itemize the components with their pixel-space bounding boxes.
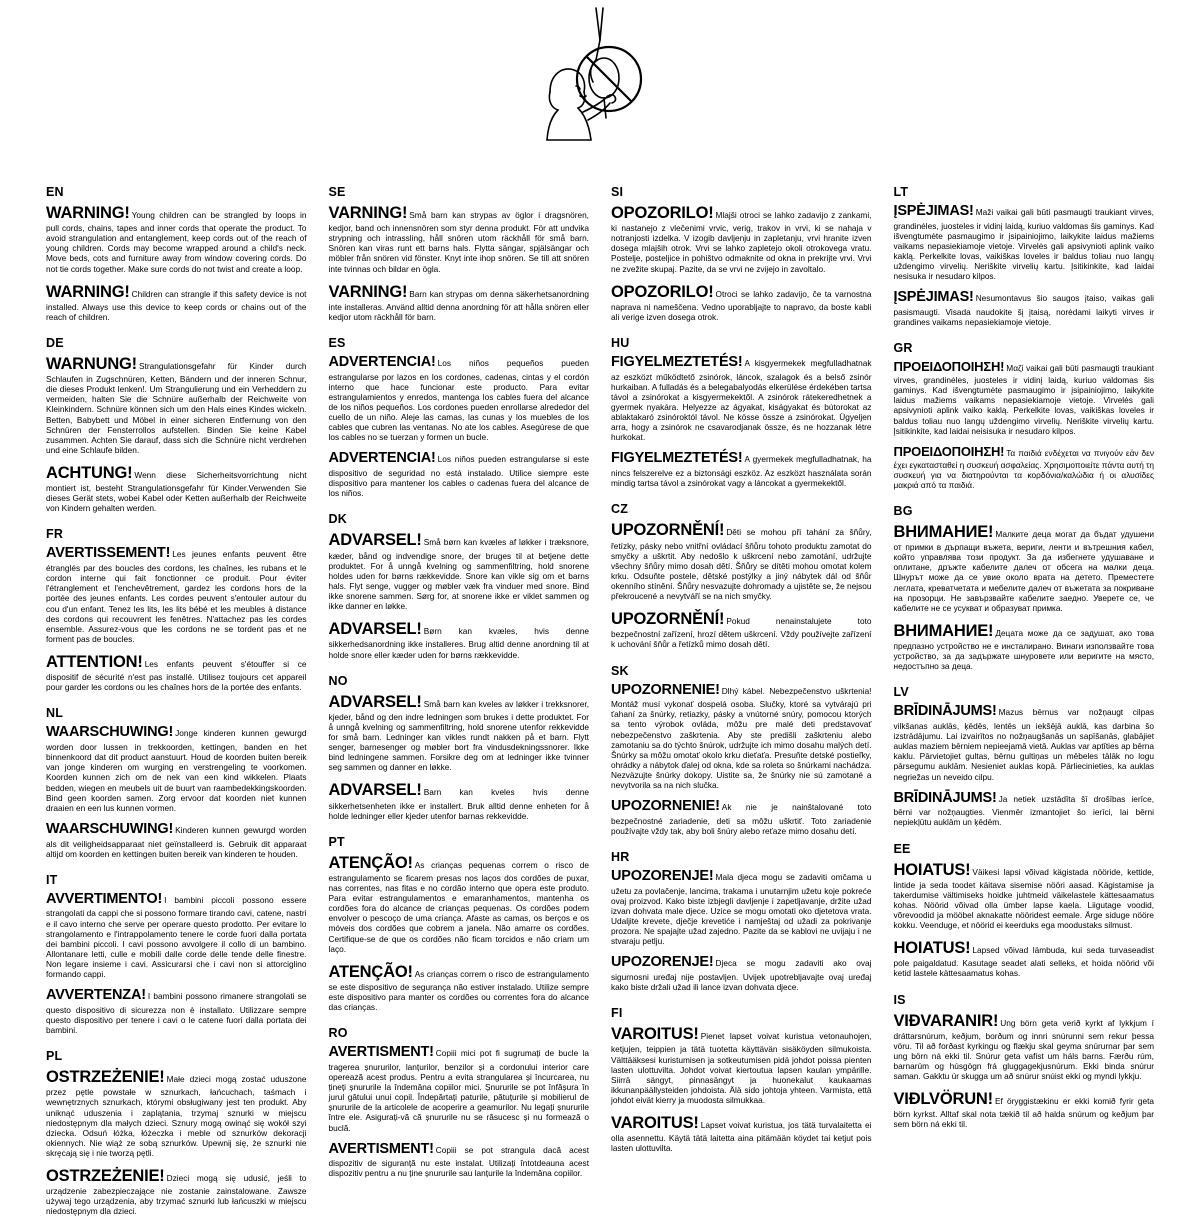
lang-code: SI	[611, 185, 624, 199]
warning-text: Små barn kan strypas av öglor i dragsnören, kedjor, band och innensnören som styr denna produkt. För att undvika strypning och intrassling, håll snören utom räckhåll för små barn. Snören kan viras runt ett barns hals. Flytta sängar, spjälsängar och möbler från snören vid fönster. Knyt inte ihop snören. Se till att snören inte tvinnas och bildar en ögla.	[328, 210, 589, 274]
warning-heading: ВНИМАНИЕ!	[893, 522, 994, 541]
lang-block-fr	[46, 527, 307, 692]
warning-text: I bambini possono rimanere strangolati se questo dispositivo di sicurezza non è installato. Utilizzare sempre questo dispositivo per tenere i cavi o le catene fuori dalla portata dei bambini.	[46, 991, 307, 1036]
warning-paragraph	[611, 282, 872, 322]
lang-block-de	[46, 336, 307, 513]
lang-block-ro	[329, 1026, 590, 1178]
warning-text: Малките деца могат да бъдат удушени от примки в дърпащи въжета, вериги, ленти и вътрешния кабел, който управлява този продукт. За да избегнете удушаване и оплитане, дръжте кабелите далеч от обсега на малки деца. Шнурът може да се увие около врата на детето. Преместете леглата, креватчетата и мебелите далеч от въжетата за покриване на прозорци. Не завързвайте кабелите заедно. Уверете се, че кабелите не се усукват и образуват примка.	[893, 528, 1154, 613]
warning-paragraph	[611, 520, 872, 601]
warning-paragraph	[46, 891, 307, 979]
warning-paragraph	[46, 724, 307, 812]
lang-block-nl	[46, 706, 307, 858]
lang-code: ES	[328, 336, 346, 351]
column-1	[46, 185, 307, 1231]
warning-paragraph	[46, 1166, 307, 1216]
hazard-illustration	[400, 0, 800, 185]
warning-paragraph	[329, 1044, 590, 1132]
warning-paragraph	[329, 780, 590, 820]
warning-heading: OSTRZEŻENIE!	[46, 1167, 165, 1186]
warning-text: Lapsed võivad lämbuda, kui seda turvaseadist pole paigaldatud. Kasutage seadet alati selleks, et hoida nöörid või ketid lastele kättesaamatus kohas.	[893, 945, 1154, 979]
warning-text: Copiii mici pot fi sugrumați de bucle la tragerea șnururilor, lanțurilor, benzilor și a cordonului interior care operează acest produs. Pentru a evita strangularea și încurcarea, nu țineți șnururile la îndemâna copiilor mici. Șnururile se pot înfășura în jurul gâtului unui copil. Îndepărtați paturile, pătuțurile și mobilierul de șnururile de la articolele de acoperire a geamurilor. Nu legați șnururile între ele. Asigurați-vă că șnururile nu se răsucesc și nu formează o buclă.	[328, 1048, 589, 1133]
warning-paragraph	[46, 354, 307, 455]
lang-code: SE	[328, 185, 346, 199]
warning-heading: WARNING!	[46, 282, 130, 301]
lang-block-lt	[894, 185, 1155, 327]
lang-code: SK	[611, 663, 629, 678]
lang-code: IT	[46, 872, 58, 887]
warning-paragraph	[329, 203, 590, 274]
warning-paragraph	[46, 821, 307, 859]
lang-block-en	[46, 185, 307, 322]
lang-code: EN	[46, 185, 64, 199]
warning-heading: ATENÇÃO!	[328, 962, 413, 981]
warning-paragraph	[611, 682, 872, 791]
warning-heading: UPOZORNENIE!	[611, 681, 720, 698]
column-2	[329, 185, 590, 1193]
warning-text: Barn kan kveles hvis denne sikkerhetsenheten ikke er installert. Bruk alltid denne enheten for å holde ledninger eller kjeder utenfor barnas rekkevidde.	[328, 787, 589, 821]
warning-heading: UPOZORNĚNÍ!	[611, 610, 725, 629]
warning-heading: FIGYELMEZTETÉS!	[611, 354, 743, 371]
warning-paragraph	[894, 860, 1155, 931]
lang-block-hr	[611, 850, 872, 992]
warning-text: A kisgyermekek megfulladhatnak az eszközt működtető zsinórok, láncok, szalagok és a belső zsinór hurkaiban. A fulladás és a belegabalyodás elkerülése érdekében tartsa távol a zsinórokat a kisgyermekektől. A zsinórok rátekeredhetnek a gyermek nyakára. Helyezze az ágyakat, kiságyakat és bútorokat az ablaktakaró zsinóroktól távol. Ne kösse össze a zsinórokat. Ügyeljen arra, hogy a zsinórok ne csavarodjanak össze, és ne hozzanak létre hurkokat.	[611, 358, 872, 443]
warning-text: Djeca se mogu zadaviti ako ovaj sigurnosni uređaj nije postavljen. Uvijek upotrebljavajte ovaj uređaj kako biste držali užad ili lance izvan dohvata djece.	[611, 958, 872, 993]
warning-text: Små barn kan kveles av løkker i trekksnorer, kjeder, bånd og den indre ledningen som brukes i dette produktet. For å unngå kvelning og sammenfiltring, hold snorene utenfor rekkevidde for små barn. Ledninger kan vikles rundt nakken på et barn. Flytt senger, barnesenger og møbler bort fra vindusdekningssnorer. Ikke bind ledningene sammen. Forsikre deg om at ledninger ikke tvinner seg sammen og danner en løkke.	[328, 698, 589, 773]
warning-text: Los niños pueden estrangularse si este dispositivo de seguridad no está instalado. Utilice siempre este dispositivo para mantener los cables o cadenas fuera del alcance de los niños.	[328, 454, 589, 499]
warning-paragraph	[894, 289, 1155, 327]
lang-code: GR	[893, 341, 913, 356]
lang-code: DK	[328, 512, 347, 527]
lang-block-pt	[329, 835, 590, 1012]
warning-text: Kinderen kunnen gewurgd worden als dit veiligheidsapparaat niet geïnstalleerd is. Gebruik dit apparaat altijd om koorden en kettingen buiten bereik van kinderen te houden.	[46, 824, 307, 859]
warning-heading: VAROITUS!	[611, 1114, 699, 1133]
warning-text: A gyermekek megfulladhatnak, ha nincs felszerelve ez a biztonsági eszköz. Az eszközt használata során mindig tartsa távol a zsinórokat vagy a láncokat a gyermekektől.	[611, 454, 872, 489]
warning-text: Małe dzieci mogą zostać uduszone przez pętle powstałe w sznurkach, łańcuchach, taśmach i wewnętrznych sznurkach, którymi obsługiwany jest ten produkt. Aby uniknąć uduszenia i zaplątania, trzymaj sznurki w miejscu niedostępnym dla małych dzieci. Sznury mogą owinąć się wokół szyi dziecka. Odsuń łóżka, łóżeczka i meble od sznurków dekoracji okiennych. Nie wiąż ze sobą sznurków. Upewnij się, że sznurki nie skręcają się i nie tworzą pętli.	[46, 1074, 307, 1158]
lang-code: BG	[893, 503, 913, 518]
warning-heading: WARNING!	[46, 204, 130, 222]
warning-text: Young children can be strangled by loops in pull cords, chains, tapes and inner cords that operate the product. To avoid strangulation and entanglement, keep cords out of the reach of young children. Cords may become wrapped around a child's neck. Move beds, cots and furniture away from window covering cords. Do not tie cords together. Make sure cords do not twist and create a loop.	[46, 210, 307, 274]
warning-heading: WAARSCHUWING!	[46, 724, 174, 741]
warning-heading: OPOZORILO!	[611, 282, 714, 301]
warning-heading: VAROITUS!	[611, 1025, 699, 1044]
warning-heading: ΠΡΟΕΙΔΟΠΟΙΗΣΗ!	[893, 443, 1005, 459]
warning-text: Pokud nenainstalujete toto bezpečnostní zařízení, hrozí dětem uškrcení. Vždy používejte zařízení k uchování šňůr a řetízků mimo dosah dětí.	[611, 616, 872, 650]
warning-heading: ADVARSEL!	[328, 531, 422, 550]
warning-text: Børn kan kvæles, hvis denne sikkerhedsanordning ikke installeres. Brug altid denne anordning til at holde snore eller kæder uden for børns rækkevidde.	[328, 626, 589, 660]
lang-block-bg	[894, 504, 1155, 671]
warning-paragraph	[329, 1141, 590, 1179]
warning-paragraph	[894, 938, 1155, 978]
warning-heading: UPOZORENJE!	[611, 868, 714, 885]
warning-text: Väikesi lapsi võivad kägistada nööride, kettide, lintide ja seda toodet käitava sisemise nööri aasad. Kägistamise ja takerdumise vältimiseks hoidke juhtmeid väikelastele kättesaamatus kohas. Nöörid võivad olla ümber lapse kaela. Liigutage voodid, võrevoodid ja mööbel aknakatte nööridest eemale. Ärge siduge nööre kokku. Veenduge, et nöörid ei keerduks ega moodustaks silmust.	[893, 866, 1154, 931]
lang-code: NL	[46, 706, 64, 721]
warning-text: Wenn diese Sicherheitsvorrichtung nicht montiert ist, besteht Strangulationsgefahr für Kinder.Verwenden Sie dieses Gerät stets, wobei Kabel oder Ketten außerhalb der Reichweite von Kindern gehalten werden.	[46, 470, 307, 514]
warning-text: Ak nie je nainštalované toto bezpečnostné zariadenie, deti sa môžu uškrtiť. Toto zariadenie používajte vždy tak, aby boli šnúry alebo reťaze mimo dosahu detí.	[611, 802, 872, 836]
lang-block-lv	[894, 685, 1155, 827]
warning-text: Mlajši otroci se lahko zadavijo z zankami, ki nastanejo z vlečenimi vrvic, verig, trakov in vrvi, ki se nahaja v notranjosti izdelka. V izogib davljenju in zapletanju, vrvi hranite izven dosega mlajših otrok. Vrvi se lahko zapletejo okoli otrokovega vratu. Postelje, posteljice in pohištvo odmaknite od okna in prekrijte vrvi. Vrvi ne zvežite skupaj. Pazite, da se vrvi ne zvijejo in zavoltalo.	[611, 210, 872, 274]
warning-heading: ACHTUNG!	[46, 464, 133, 483]
warning-paragraph	[46, 463, 307, 513]
warning-heading: AVERTISMENT!	[328, 1140, 434, 1157]
warning-paragraph	[894, 703, 1155, 781]
warning-heading: ATTENTION!	[46, 653, 143, 672]
warning-heading: WAARSCHUWING!	[46, 820, 174, 837]
lang-block-cz	[611, 502, 872, 649]
warning-text: Dlhý kábel. Nebezpečenstvo uškrtenia! Montáž musí vykonať dospelá osoba. Slučky, ktoré sa vytvárajú pri ťahaní za šnúrky, retiazky, pásky a vnútorné snúry, pomocou ktorých sa tento výrobok ovláda, môžu pre malé deti predstavovať nebezpečenstvo zaškrtenia. Aby ste predišli zaškrteniu alebo zamotaniu sa do týchto šnúrok, udržujte ich mimo dosahu malých detí. Šnúrky sa môžu omotať okolo krku dieťaťa. Presuňte detské postieľky, ohrádky a nábytok ďalej od okna, kde sa roleta so šnúrkami nachádza. Nezväzujte šnúrky dokopy. Uistite sa, že šnúrky nie sú zamotané a nevytvorila sa na nich slučka.	[611, 685, 872, 791]
lang-block-hu	[611, 336, 872, 488]
warning-paragraph	[611, 954, 872, 992]
warning-text: Otroci se lahko zadavijo, če ta varnostna naprava ni nameščena. Vedno uporabljajte to napravo, da boste kabli ali verige izven dosega otrok.	[611, 288, 872, 322]
warning-columns	[46, 185, 1154, 1231]
lang-code: HR	[611, 850, 630, 865]
lang-code: RO	[328, 1026, 348, 1041]
warning-paragraph	[894, 1089, 1155, 1129]
lang-block-it	[46, 873, 307, 1035]
warning-heading: AVVERTENZA!	[46, 987, 146, 1004]
warning-text: Jonge kinderen kunnen gewurgd worden door lussen in trekkoorden, kettingen, banden en het binnenkoord dat dit product aanstuurt. Houd de koorden buiten bereik van jonge kinderen om wurging en verstrengeling te voorkomen. Koorden kunnen zich om de nek van een kind wikkelen. Plaats bedden, wiegen en meubels uit de buurt van raambedekkingskoorden. Bind geen koorden samen. Zorg ervoor dat koorden niet kunnen draaien en een lus kunnen vormen.	[46, 728, 307, 813]
warning-paragraph	[894, 1011, 1155, 1082]
child-cord-hazard-drawing	[400, 0, 800, 185]
warning-paragraph	[46, 203, 307, 274]
warning-heading: BRĪDINĀJUMS!	[893, 789, 997, 806]
warning-paragraph	[611, 1113, 872, 1153]
warning-paragraph	[611, 450, 872, 488]
warning-text: Strangulationsgefahr für Kinder durch Schlaufen in Zugschnüren, Ketten, Bändern und der inneren Schnur, die dieses Produkt lenken!. Um Strangulierung und ein Verheddern zu vermeiden, halten Sie die Schnüre außerhalb der Reichweite von Kleinkindern. Schnüre können sich um den Hals eines Kindes wickeln. Betten, Babybett und Möbel in einer sicheren Entfernung von den Schnüren der Fensterrollos aufstellen. Binden Sie keine Kabel zusammen. Achten Sie darauf, dass sich die Schnüre nicht verdrehen und eine Schlaufe bilden.	[46, 361, 307, 455]
warning-heading: VIÐVARANIR!	[893, 1011, 999, 1030]
lang-code: IS	[893, 992, 906, 1007]
lang-block-dk	[329, 512, 590, 659]
warning-text: Dzieci mogą się udusić, jeśli to urządzenie zabezpieczające nie zostanie zainstalowane. Zawsze używaj tego urządzenia, aby trzymać sznurki lub łańcuszki w miejscu niedostępnym dla dzieci.	[46, 1173, 307, 1217]
lang-code: PT	[328, 834, 345, 849]
lang-code: DE	[46, 336, 64, 351]
warning-paragraph	[894, 621, 1155, 671]
lang-block-no	[329, 674, 590, 821]
warning-paragraph	[329, 962, 590, 1012]
warning-paragraph	[46, 987, 307, 1035]
warning-text: Mala djeca mogu se zadaviti omčama u užetu za povlačenje, lancima, trakama i unutarnjim užetu koje pokreće ovaj proizvod. Kako biste izbjegli davljenje i zapetljavanje, držite užad izvan dohvata male djece. Uzice se mogu omotati oko djetetova vrata. Udaljite krevete, dječje krevetiće i namještaj od užadi za pokrivanje prozora. Ne spajajte užad zajedno. Pazite da se kablovi ne uvijaju i ne stvaraju petlju.	[611, 872, 872, 947]
warning-text: Små børn kan kvæles af løkker i træksnore, kæder, bånd og indvendige snore, der bruges til at betjene dette produktet. For å unngå kvelning og sammenfiltring, hold snorene holdes uden for børns rækkevidde. Snore kan vikle sig om et barns hals. Flyt senge, vugger og møbler væk fra vinduer med snore. Bind ikke snorene sammen. Sørg for, at snorene ikke er viklet sammen og ikke danner en løkke.	[328, 537, 589, 612]
warning-paragraph	[894, 790, 1155, 828]
warning-text: Děti se mohou při tahání za šňůry, řetízky, pásky nebo vnitřní ovládací šňůru tohoto produktu zamotat do smyčky a uškrtit. Aby nedošlo k uškrcení nebo zamotání, udržujte všechny šňůry mimo dosah dětí. Šňůry se dítěti mohou omotat kolem krku. Odsuňte postele, dětské postýlky a jiný nábytek dál od šňůr okenního stínění. Šňůry nesvazujte dohromady a ujistěte se, že nejsou překroucené a nevytváří se na nich smyčky.	[611, 527, 872, 602]
warning-paragraph	[329, 853, 590, 954]
warning-heading: ĮSPĖJIMAS!	[893, 289, 974, 306]
warning-paragraph	[611, 354, 872, 442]
lang-block-sk	[611, 664, 872, 837]
warning-heading: FIGYELMEZTETÉS!	[611, 450, 743, 467]
warning-paragraph	[329, 530, 590, 611]
lang-code: LT	[893, 185, 909, 199]
lang-block-es	[329, 336, 590, 498]
warning-heading: VIÐLVÖRUN!	[893, 1090, 993, 1109]
warning-text: Los niños pequeños pueden estrangularse por lazos en los cordones, cadenas, cintas y el cordón interno que hace funcionar este producto. Para evitar estrangulamientos y enredos, mantenga los cables fuera del alcance de los niños pequeños. Los cordones pueden enrollarse alrededor del cuello de un niño. Aleje las camas, las cunas y los muebles de los cables que cubren las ventanas. No ate los cables. Asegúrese de que los cables no se tuerzan y formen un bucle.	[328, 358, 589, 443]
warning-text: I bambini piccoli possono essere strangolati da cappi che si possono formare tirando cavi, catene, nastri e il cavo interno che serve per operare questo prodotto. Per evitare lo strangolamento e l'intrappolamento tenere le corde fuori dalla portata dei bambini piccoli. I cavi possono avvolgere il collo di un bambino. Allontanare letti, culle e mobili dalle corde delle tende delle finestre. Non legare insieme i cavi. Assicurarsi che i cavi non si attorciglino formando cappi.	[46, 894, 307, 980]
warning-heading: BRĪDINĀJUMS!	[893, 703, 997, 720]
warning-paragraph	[46, 545, 307, 644]
warning-paragraph	[894, 444, 1155, 490]
warning-text: Mazus bērnus var nožņaugt cilpas vilkšanas auklās, ķēdēs, lentēs un iekšējā auklā, kas darbina šo izstrādājumu. Lai izvairītos no nožņaugšanās un sapīšanās, glabājiet auklas maziem bērniem nepieejamā vietā. Auklas var aptīties ap bērna kaklu. Pārvietojiet gultas, bērnu gultiņas un mēbeles tālāk no logu pārsegumu auklām. Nesieniet auklas kopā. Pārliecinieties, ka auklas negriežas un neveido cilpu.	[893, 707, 1154, 782]
warning-heading: AVVERTIMENTO!	[46, 890, 163, 907]
lang-code: NO	[328, 673, 348, 688]
lang-code: FR	[46, 527, 64, 542]
warning-heading: ΠΡΟΕΙΔΟΠΟΙΗΣΗ!	[893, 359, 1005, 375]
warning-heading: VARNING!	[328, 204, 408, 222]
lang-code: LV	[893, 685, 909, 700]
warning-paragraph	[329, 619, 590, 659]
warning-text: Ef öryggistækinu er ekki komið fyrir geta börn kyrkst. Alltaf skal nota tækið til að halda snúrum og keðjum þar sem börn ná ekki til.	[893, 1096, 1154, 1130]
warning-text: Τα παιδιά ενδέχεται να πνιγούν εάν δεν έχει εγκατασταθεί η συσκευή ασφαλείας. Χρησιμοποιείτε πάντα αυτή τη συσκευή για να διατηρούνται τα κορδόνια/καλώδια ή οι αλυσίδες μακριά από τα παιδιά.	[893, 447, 1155, 490]
warning-heading: UPOZORNENIE!	[611, 798, 720, 815]
warning-paragraph	[329, 450, 590, 498]
column-4	[894, 185, 1155, 1144]
warning-heading: ADVERTENCIA!	[328, 450, 436, 467]
lang-code: CZ	[611, 502, 629, 517]
lang-block-pl	[46, 1049, 307, 1216]
lang-block-gr	[894, 341, 1155, 490]
warning-text: Maži vaikai gali būti pasmaugti traukiant virves, grandinėles, juosteles ir vidinį laidą, kuriuo valdomas šis gaminys. Kad išvengtumėte pasmaugimo ir įsipainiojimo, laikykite laidus mažiems vaikams nepasiekiamoje vietoje. Virvelės gali apsivynioti aplink vaiko kaklą. Perkelkite lovas, vaikiškas loveles ir baldus toliau nuo langų uždengimo virvelių. Neriškite virvelių kartu. Įsitikinkite, kad laidai nesisuka ir nesudaro kilpos.	[893, 207, 1154, 282]
warning-text: Les jeunes enfants peuvent être étranglés par des boucles des cordons, les chaînes, les rubans et le cordon interne qui fait fonctionner ce produit. Pour éviter l'étranglement et l'enchevêtrement, gardez les cordons hors de la portée des jeunes enfants. Les cordes peuvent s'entouler autour du cou d'un enfant. Tenez les lits, les lits bébé et les meubles à distance des cordons qui recouvrent les fenêtres. N'attachez pas les cordes ensemble. Assurez-vous que les cordons ne se tordent pas et ne forment pas de boucles.	[46, 549, 307, 644]
lang-block-is	[894, 993, 1155, 1130]
warning-heading: UPOZORENJE!	[611, 954, 714, 971]
warning-text: Children can strangle if this safety device is not installed. Always use this device to keep cords or chains out of the reach of children.	[46, 288, 307, 322]
warning-paragraph	[611, 609, 872, 649]
warning-paragraph	[894, 359, 1155, 436]
warning-heading: HOIATUS!	[893, 939, 971, 958]
warning-text: Pienet lapset voivat kuristua vetonauhojen, ketjujen, teippien ja tätä tuotetta käyttävän sisäköyden silmukoista. Välttääksesi kuristumisen ja sotkeutumisen pidä johdot poissa pienten lasten ulottuvilta. Johdot voivat kiertoutua lapsen kaulan ympärille. Siirrä sängyt, pinnasängyt ja huonekalut kaukaamas ikkunanpäällysteiden johdoista. Älä sido johtoja yhteen. Varmista, että johdot eivät kierry ja muodosta silmukkaa.	[611, 1031, 872, 1105]
warning-text: As crianças correm o risco de estrangulamento se este dispositivo de segurança não estiver instalado. Utilize sempre este dispositivo para manter os cordões ou correntes fora do alcance das crianças.	[328, 968, 589, 1013]
warning-heading: ВНИМАНИЕ!	[893, 621, 994, 640]
warning-text: Copiii se pot strangula dacă acest dispozitiv de siguranță nu este instalat. Utilizați întotdeauna acest dispozitiv pentru a nu ține șnururile sau lanțurile la îndemâna copiilor.	[328, 1144, 589, 1179]
warning-text: Barn kan strypas om denna säkerhetsanordning inte installeras. Använd alltid denna anordning för att hålla snören eller kedjor utom räckhåll för barn.	[328, 288, 589, 322]
lang-block-se	[329, 185, 590, 322]
warning-heading: AVERTISSEMENT!	[46, 545, 171, 562]
lang-code: FI	[611, 1006, 623, 1021]
warning-paragraph	[46, 282, 307, 322]
warning-paragraph	[329, 354, 590, 442]
warning-heading: OSTRZEŻENIE!	[46, 1068, 165, 1087]
lang-block-fi	[611, 1006, 872, 1153]
warning-paragraph	[611, 203, 872, 274]
column-3	[611, 185, 872, 1167]
warning-paragraph	[611, 1024, 872, 1105]
warning-paragraph	[894, 203, 1155, 281]
lang-code: HU	[611, 336, 630, 351]
warning-heading: ADVARSEL!	[328, 620, 422, 639]
warning-text: Μαζί vaikai gali būti pasmaugti traukiant virves, grandinėles, juosteles ir vidinį laidą, kuriuo valdomas šis gaminys. Kad išvengtumėte pasmaugimo ir įsipainiojimo, laikykite laidus mažiems vaikams nepasiekiamoje vietoje. Virvelės gali apsivynioti aplink vaiko kaklą. Perkelkite lovas, vaikiškas loveles ir baldus toliau nuo langų uždengimo virvelių. Neriškite virvelių kartu. Įsitikinkite, kad laidai neisisuka ir nesudaro kilpos.	[893, 363, 1154, 436]
lang-code: PL	[46, 1049, 63, 1064]
warning-text: Ung börn geta verið kyrkt af lykkjum í dráttarsnúrum, keðjum, borðum og innri snúrunni sem rekur þessa vöru. Til að forðast kyrkingu og flækju skal geyma snúrurnar þar sem ung börn ná ekki til. Snúrur geta vafist um háls barns. Færðu rúm, barnarúm og húsgögn frá gluggagekjusnúrum. Ekki binda snúrur saman. Gakktu úr skugga um að snúrur snúist ekki og myndi lykkju.	[893, 1017, 1154, 1082]
warning-paragraph	[894, 522, 1155, 613]
warning-heading: OPOZORILO!	[611, 204, 714, 222]
lang-block-si	[611, 185, 872, 322]
warning-heading: ADVARSEL!	[328, 692, 422, 711]
warning-paragraph	[46, 652, 307, 692]
warning-heading: AVERTISMENT!	[328, 1044, 434, 1061]
warning-text: As crianças pequenas correm o risco de estrangulamento se ficarem presas nos laços dos cordões de puxar, nas correntes, nas fitas e no cordão interno que opera este produto. Para evitar estrangulamentos e emaranhamentos, mantenha os cordões fora do alcance de crianças pequenas. Os cordões podem envolver o pescoço de uma criança. Afaste as camas, os berços e os móveis dos cordões que cobrem a janela. Não amarre os cordões. Certifique-se de que os cordões não ficam torcidos e não criam um laço.	[328, 859, 589, 954]
lang-code: EE	[893, 841, 911, 856]
warning-text: Nesumontavus šio saugos įtaiso, vaikas gali pasismaugti. Visada naudokite šį įtaisą, norėdami laikyti virves ir grandines vaikams nepasiekiamoje vietoje.	[893, 293, 1154, 328]
warning-paragraph	[329, 282, 590, 322]
warning-text: Децата може да се задушат, ако това предпазно устройство не е инсталирано. Винаги използвайте това устройство, за да задържате шнуровете или веригите на място, недостъпно за деца.	[893, 627, 1154, 672]
warning-text: Ja netiek uzstādīta šī drošības ierīce, bērni var nožņaugties. Vienmēr izmantojiet šo ierīci, lai bērni nepiekļūtu auklām un ķēdēm.	[893, 793, 1154, 828]
warning-paragraph	[46, 1067, 307, 1158]
warning-heading: ADVARSEL!	[328, 781, 422, 800]
warning-text: Les enfants peuvent s'étouffer si ce dispositif de sécurité n'est pas installé. Utilisez toujours cet appareil pour garder les cordons ou les chaînes hors de la portée des enfants.	[46, 659, 307, 693]
warning-heading: WARNUNG!	[46, 355, 137, 374]
warning-heading: UPOZORNĚNÍ!	[611, 521, 725, 540]
warning-heading: ADVERTENCIA!	[328, 354, 436, 371]
warning-paragraph	[611, 868, 872, 946]
warning-paragraph	[329, 692, 590, 773]
warning-heading: VARNING!	[328, 282, 408, 301]
warning-text: Lapset voivat kuristua, jos tätä turvalaitetta ei olla asennettu. Käytä tätä laitetta aina pitämään köydet tai ketjut pois lasten ulottuvilta.	[611, 1120, 872, 1154]
warning-heading: ĮSPĖJIMAS!	[893, 203, 974, 219]
warning-heading: HOIATUS!	[893, 860, 971, 879]
lang-block-ee	[894, 842, 1155, 979]
warning-heading: ATENÇÃO!	[328, 853, 413, 872]
warning-paragraph	[611, 798, 872, 836]
